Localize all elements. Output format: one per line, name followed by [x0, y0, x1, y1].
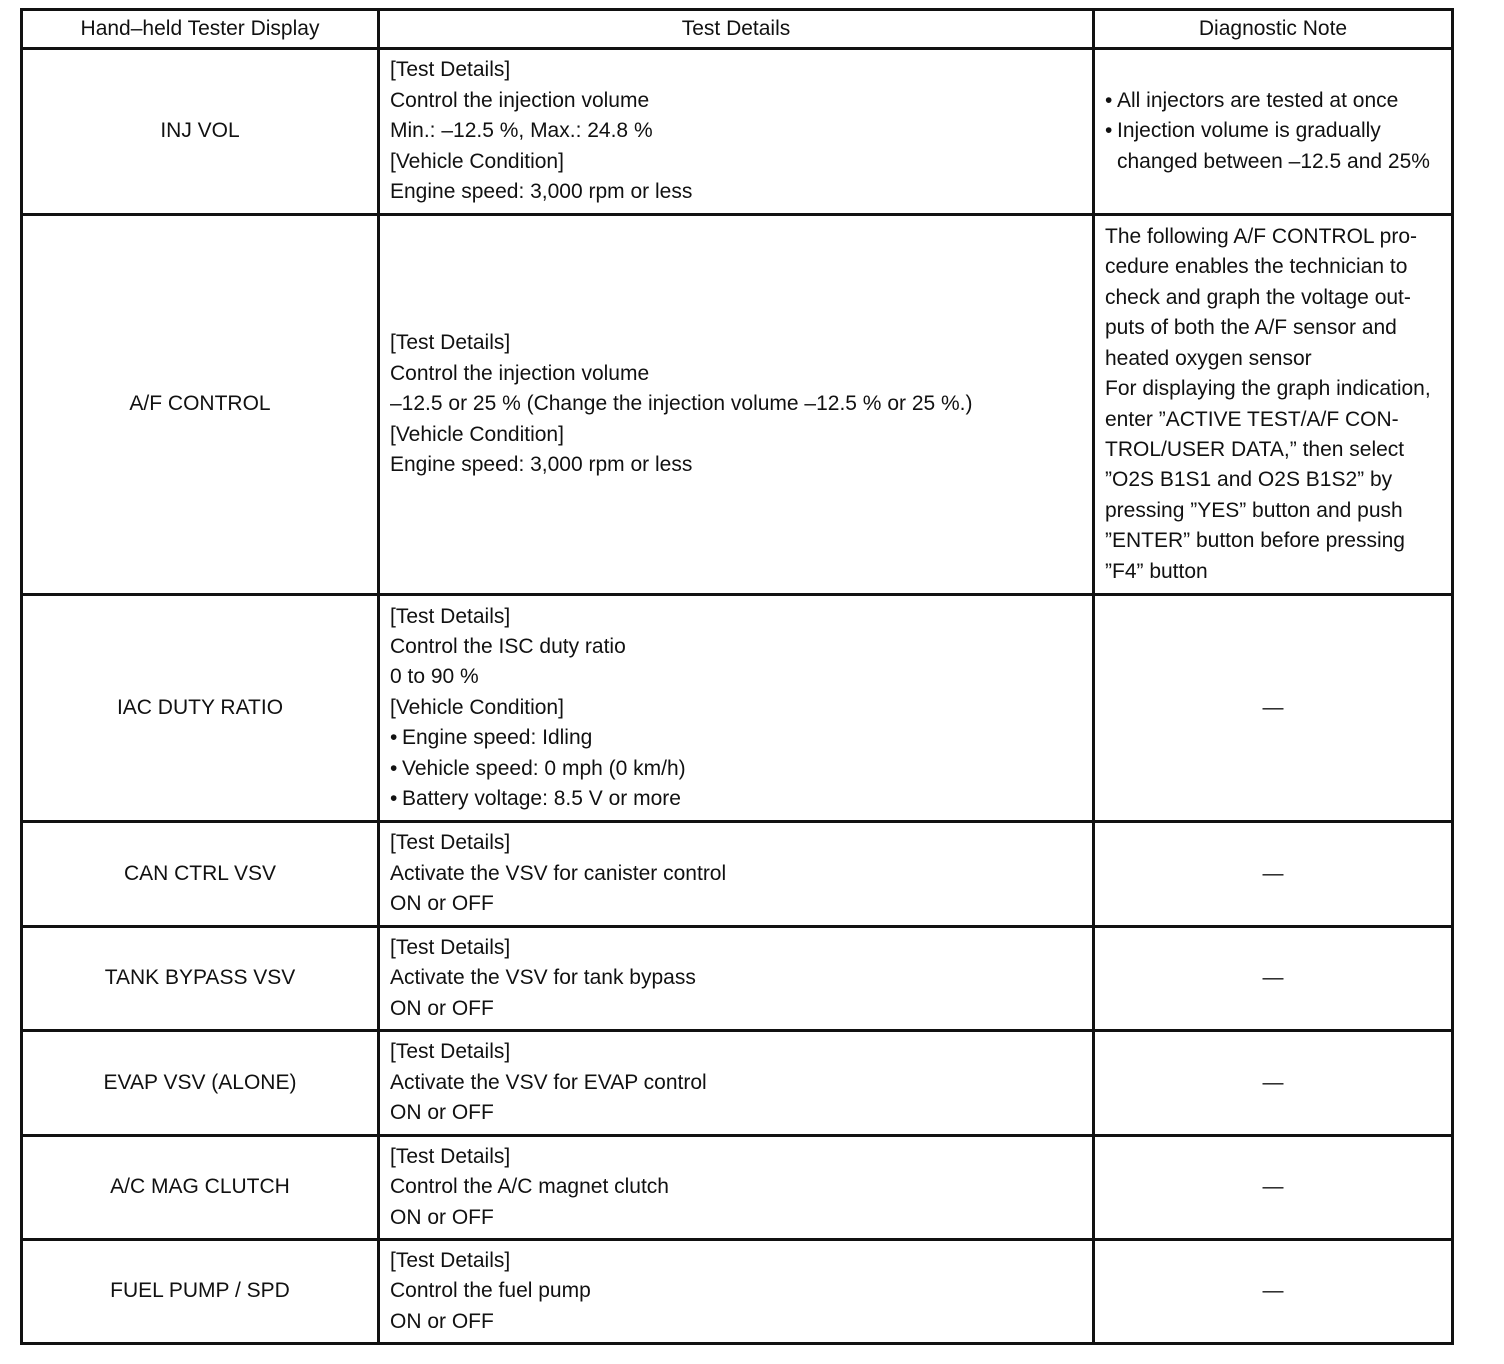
display-cell: FUEL PUMP / SPD [22, 1240, 379, 1344]
details-line: [Test Details] [390, 935, 511, 959]
note-line: ”F4” button [1105, 559, 1208, 583]
details-cell [379, 1240, 1094, 1344]
table-row [22, 1031, 1453, 1136]
display-cell: A/F CONTROL [22, 215, 379, 595]
details-line: Control the A/C magnet clutch [390, 1175, 669, 1199]
note-line: puts of both the A/F sensor and [1105, 316, 1397, 340]
details-line: ON or OFF [390, 1101, 494, 1125]
details-line: [Vehicle Condition] [390, 422, 564, 446]
note-line: heated oxygen sensor [1105, 346, 1312, 370]
header-note: Diagnostic Note [1094, 10, 1453, 49]
note-cell: — [1094, 822, 1453, 927]
details-line: [Test Details] [390, 1248, 511, 1272]
details-line: [Test Details] [390, 58, 511, 82]
note-line: ”ENTER” button before pressing [1105, 529, 1405, 553]
note-bullet: • All injectors are tested at once [1105, 86, 1441, 116]
note-line: The following A/F CONTROL pro- [1105, 225, 1417, 249]
details-line: Engine speed: 3,000 rpm or less [390, 180, 693, 204]
details-line: Control the injection volume [390, 361, 650, 385]
details-line: –12.5 or 25 % (Change the injection volume –12.5 % or 25 %.) [390, 392, 973, 416]
table-row [22, 1136, 1453, 1240]
details-line: Control the injection volume [390, 88, 650, 112]
details-bullet: • Engine speed: Idling [390, 723, 1082, 753]
note-line: For displaying the graph indication, [1105, 377, 1431, 401]
header-row [22, 10, 1453, 49]
details-line: [Test Details] [390, 831, 511, 855]
header-display: Hand–held Tester Display [22, 10, 379, 49]
display-cell: EVAP VSV (ALONE) [22, 1031, 379, 1136]
details-line: ON or OFF [390, 996, 494, 1020]
table-row [22, 49, 1453, 215]
details-line: [Vehicle Condition] [390, 695, 564, 719]
active-test-table [20, 8, 1454, 1345]
header-details: Test Details [379, 10, 1094, 49]
note-cell: — [1094, 1136, 1453, 1240]
details-line: 0 to 90 % [390, 665, 479, 689]
table-row [22, 215, 1453, 595]
note-cell: — [1094, 595, 1453, 822]
display-cell: CAN CTRL VSV [22, 822, 379, 927]
details-bullet: • Vehicle speed: 0 mph (0 km/h) [390, 754, 1082, 784]
details-cell [379, 49, 1094, 215]
note-line: pressing ”YES” button and push [1105, 498, 1403, 522]
details-bullet: • Battery voltage: 8.5 V or more [390, 784, 1082, 814]
details-line: Activate the VSV for canister control [390, 861, 727, 885]
details-line: [Test Details] [390, 604, 511, 628]
details-line: [Vehicle Condition] [390, 149, 564, 173]
details-line: Control the fuel pump [390, 1279, 591, 1303]
table-row [22, 1240, 1453, 1344]
details-cell [379, 1031, 1094, 1136]
details-line: ON or OFF [390, 1309, 494, 1333]
note-cell [1094, 215, 1453, 595]
details-line: Engine speed: 3,000 rpm or less [390, 453, 693, 477]
details-line: [Test Details] [390, 1040, 511, 1064]
details-cell [379, 595, 1094, 822]
note-line: cedure enables the technician to [1105, 255, 1408, 279]
display-cell: A/C MAG CLUTCH [22, 1136, 379, 1240]
details-line: [Test Details] [390, 331, 511, 355]
note-cell [1094, 49, 1453, 215]
note-cell: — [1094, 1031, 1453, 1136]
note-line: ”O2S B1S1 and O2S B1S2” by [1105, 468, 1393, 492]
details-cell [379, 215, 1094, 595]
table-row [22, 927, 1453, 1031]
details-line: ON or OFF [390, 892, 494, 916]
table-row [22, 822, 1453, 927]
note-cell: — [1094, 927, 1453, 1031]
details-line: Control the ISC duty ratio [390, 634, 626, 658]
details-line: Min.: –12.5 %, Max.: 24.8 % [390, 119, 653, 143]
note-cell: — [1094, 1240, 1453, 1344]
details-cell [379, 1136, 1094, 1240]
details-line: Activate the VSV for EVAP control [390, 1070, 707, 1094]
display-cell: TANK BYPASS VSV [22, 927, 379, 1031]
details-cell [379, 822, 1094, 927]
note-bullet: • Injection volume is gradually changed between –12.5 and 25% [1105, 116, 1441, 177]
note-line: check and graph the voltage out- [1105, 285, 1411, 309]
table-row [22, 595, 1453, 822]
details-line: Activate the VSV for tank bypass [390, 966, 696, 990]
details-line: ON or OFF [390, 1205, 494, 1229]
note-line: TROL/USER DATA,” then select [1105, 437, 1405, 461]
note-line: enter ”ACTIVE TEST/A/F CON- [1105, 407, 1399, 431]
display-cell: INJ VOL [22, 49, 379, 215]
details-line: [Test Details] [390, 1144, 511, 1168]
details-cell [379, 927, 1094, 1031]
display-cell: IAC DUTY RATIO [22, 595, 379, 822]
